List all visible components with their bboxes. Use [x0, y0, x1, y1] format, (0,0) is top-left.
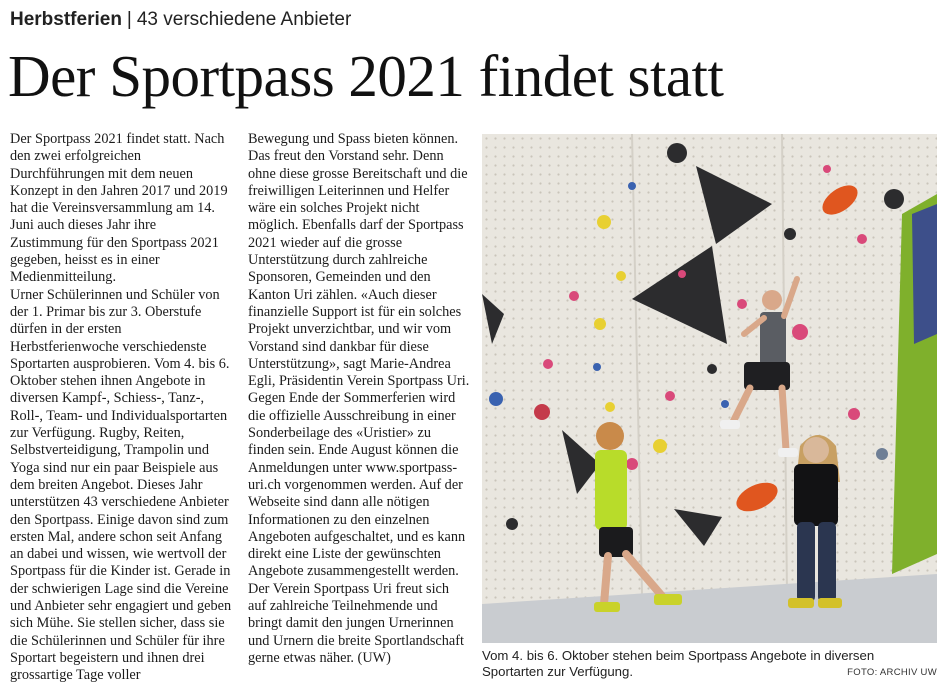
kicker-separator: |	[126, 9, 132, 30]
subtitle: 43 verschiedene Anbieter	[136, 9, 352, 30]
paragraph: Urner Schülerinnen und Schüler von der 1. Primar bis zur 3. Oberstufe dürfen in der ersten Herbstferienwoche verschiedenste Sportarten ausprobieren. Vom 4. bis 6. Oktober stehen ihnen Angebote in diversen Kampf-, Schiess-, Tanz-, Roll-, Team- und Individualsportarten zur Verfügung. Rugby, Reiten, Selbstverteidigung, Trampolin und Yoga sind nur ein paar Beispiele aus dem breiten Angebot. Dieses Jahr unterstützen 43 verschiedene Anbieter den Sportpass. Einige davon sind zum ersten Mal, andere schon seit Anfang an dabei und wissen, wie wertvoll der Sportpass für die Kinder ist. Gerade in der schwierigen Lage sind die Vereine und Anbieter sehr engagiert und geben sich Mühe. Sie stellen sicher, dass sie die Schülerinnen und Schüler für ihre Sportart begeistern und ihnen drei grossartige Tage voller	[10, 286, 232, 684]
kicker: Herbstferien	[10, 9, 122, 30]
article-column-2	[248, 131, 470, 667]
article-topline	[10, 8, 351, 32]
article-column-1	[10, 131, 232, 685]
headline: Der Sportpass 2021 findet statt	[8, 43, 724, 109]
photo-caption: Vom 4. bis 6. Oktober stehen beim Sportpass Angebote in diversen Sportarten zur Verfügung.	[482, 648, 875, 679]
paragraph: Der Sportpass 2021 findet statt. Nach den zwei erfolgreichen Durchführungen mit dem neuen Konzept in den Jahren 2017 und 2019 hat die Vereinsversammlung am 14. Juni auch dieses Jahr ihre Zustimmung für den Sportpass 2021 gegeben, heisst es in einer Medienmitteilung.	[10, 131, 228, 286]
climbing-wall-photo	[482, 134, 937, 643]
paragraph: Bewegung und Spass bieten können. Das freut den Vorstand sehr. Denn ohne diese grosse Bereitschaft und die freiwilligen Leiterinnen und Helfer wäre ein solches Projekt nicht möglich. Ebenfalls darf der Sportpass 2021 wieder auf die grosse Unterstützung durch zahlreiche Sponsoren, Gemeinden und den Kanton Uri zählen. «Auch dieser finanzielle Support ist für ein solches Projekt unverzichtbar, und wir vom Vorstand sind dankbar für diese Unterstützung», sagt Marie-Andrea Egli, Präsidentin Verein Sportpass Uri.	[248, 131, 470, 390]
paragraph: Gegen Ende der Sommerferien wird die offizielle Ausschreibung in einer Sonderbeilage des «Uristier» zu finden sein. Ende August können die Anmeldungen unter www.sportpass-uri.ch vorgenommen werden. Auf der Webseite sind dann alle nötigen Informationen zu den einzelnen Angeboten aufgeschaltet, und es kann direkt eine Liste der gewünschten Angebote zusammengestellt werden. Der Verein Sportpass Uri freut sich auf zahlreiche Teilnehmende und bringt damit den jungen Urnerinnen und Urnern die breite Sportlandschaft gerne etwas näher. (UW)	[248, 390, 466, 666]
photo-credit: FOTO: ARCHIV UW	[847, 667, 937, 678]
